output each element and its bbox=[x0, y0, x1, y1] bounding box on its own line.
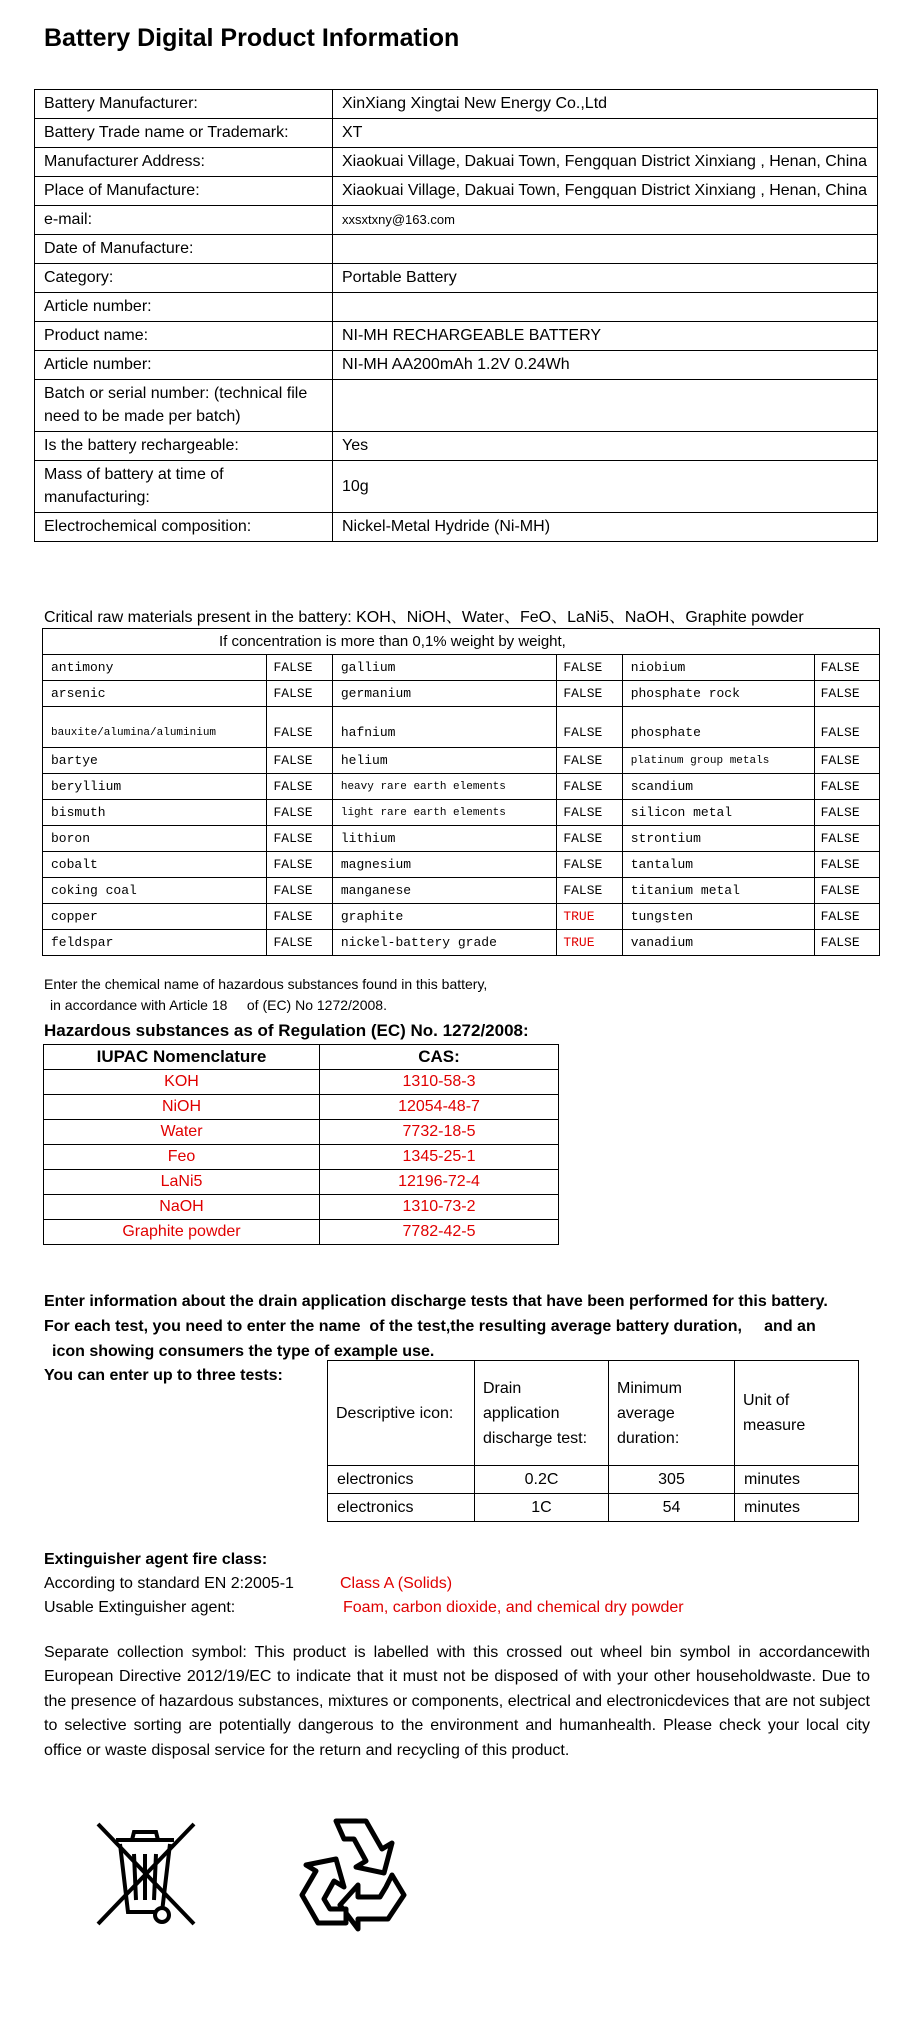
product-info-table bbox=[34, 89, 878, 542]
material-name: helium bbox=[332, 748, 556, 774]
info-value: 10g bbox=[333, 461, 878, 513]
info-row bbox=[35, 380, 878, 432]
material-name: strontium bbox=[622, 826, 814, 852]
material-flag: TRUE bbox=[557, 904, 622, 930]
material-flag: FALSE bbox=[267, 878, 332, 904]
hazard-intro-line1: Enter the chemical name of hazardous substances found in this battery, bbox=[44, 976, 488, 992]
test-name: 1C bbox=[475, 1494, 609, 1522]
material-name: niobium bbox=[622, 655, 814, 681]
material-flag: FALSE bbox=[814, 681, 879, 707]
cas-header: CAS: bbox=[320, 1045, 559, 1070]
material-flag: FALSE bbox=[814, 707, 879, 748]
material-name: phosphate rock bbox=[622, 681, 814, 707]
material-name: boron bbox=[43, 826, 267, 852]
test-duration: 54 bbox=[609, 1494, 735, 1522]
material-row bbox=[43, 655, 880, 681]
descriptive-icon-header: Descriptive icon: bbox=[328, 1361, 475, 1466]
info-row bbox=[35, 264, 878, 293]
hazard-row bbox=[44, 1220, 559, 1245]
test-icon-name: electronics bbox=[328, 1494, 475, 1522]
material-flag: FALSE bbox=[267, 904, 332, 930]
standard-label: According to standard EN 2:2005-1 bbox=[44, 1575, 294, 1592]
material-row bbox=[43, 878, 880, 904]
material-name: tantalum bbox=[622, 852, 814, 878]
info-value: XT bbox=[333, 119, 878, 148]
info-row bbox=[35, 351, 878, 380]
cas-number: 12054-48-7 bbox=[320, 1095, 559, 1120]
test-icon-name: electronics bbox=[328, 1466, 475, 1494]
material-flag: FALSE bbox=[814, 748, 879, 774]
material-name: light rare earth elements bbox=[332, 800, 556, 826]
info-row bbox=[35, 148, 878, 177]
recycling-icon bbox=[296, 1815, 410, 1933]
material-name: scandium bbox=[622, 774, 814, 800]
info-value: NI-MH AA200mAh 1.2V 0.24Wh bbox=[333, 351, 878, 380]
material-flag: FALSE bbox=[557, 852, 622, 878]
substance-name: NiOH bbox=[44, 1095, 320, 1120]
material-name: titanium metal bbox=[622, 878, 814, 904]
hazard-row bbox=[44, 1145, 559, 1170]
info-label: Battery Trade name or Trademark: bbox=[35, 119, 333, 148]
substance-name: LaNi5 bbox=[44, 1170, 320, 1195]
material-name: hafnium bbox=[332, 707, 556, 748]
material-flag: FALSE bbox=[267, 681, 332, 707]
standard-value: Class A (Solids) bbox=[340, 1575, 453, 1592]
cas-number: 1310-58-3 bbox=[320, 1070, 559, 1095]
material-flag: FALSE bbox=[267, 930, 332, 956]
material-flag: FALSE bbox=[814, 904, 879, 930]
drain-info-line2: For each test, you need to enter the name of the test,the resulting average battery duration, and an bbox=[44, 1318, 816, 1335]
info-value bbox=[333, 380, 878, 432]
material-flag: FALSE bbox=[557, 681, 622, 707]
info-label: Batch or serial number: (technical file need to be made per batch) bbox=[35, 380, 333, 432]
material-name: silicon metal bbox=[622, 800, 814, 826]
material-flag: FALSE bbox=[267, 800, 332, 826]
critical-raw-materials-heading: Critical raw materials present in the battery: KOH、NiOH、Water、FeO、LaNi5、NaOH、Graphite powder bbox=[44, 609, 804, 626]
material-name: tungsten bbox=[622, 904, 814, 930]
material-name: feldspar bbox=[43, 930, 267, 956]
material-name: graphite bbox=[332, 904, 556, 930]
material-flag: FALSE bbox=[814, 800, 879, 826]
info-label: Place of Manufacture: bbox=[35, 177, 333, 206]
material-name: bauxite/alumina/aluminium bbox=[43, 707, 267, 748]
substance-name: Graphite powder bbox=[44, 1220, 320, 1245]
material-name: bismuth bbox=[43, 800, 267, 826]
material-row bbox=[43, 707, 880, 748]
material-row bbox=[43, 748, 880, 774]
substance-name: KOH bbox=[44, 1070, 320, 1095]
material-flag: FALSE bbox=[814, 826, 879, 852]
material-name: phosphate bbox=[622, 707, 814, 748]
info-value: xxsxtxny@163.com bbox=[333, 206, 878, 235]
info-row bbox=[35, 513, 878, 542]
page-title: Battery Digital Product Information bbox=[44, 24, 460, 52]
info-value bbox=[333, 293, 878, 322]
material-flag: FALSE bbox=[267, 852, 332, 878]
drain-test-row bbox=[328, 1466, 859, 1494]
material-name: vanadium bbox=[622, 930, 814, 956]
iupac-header: IUPAC Nomenclature bbox=[44, 1045, 320, 1070]
material-flag: FALSE bbox=[557, 774, 622, 800]
extinguisher-agent-label: Usable Extinguisher agent: bbox=[44, 1599, 236, 1616]
info-label: e-mail: bbox=[35, 206, 333, 235]
substance-name: NaOH bbox=[44, 1195, 320, 1220]
hazard-row bbox=[44, 1095, 559, 1120]
material-flag: FALSE bbox=[557, 826, 622, 852]
drain-info-line1: Enter information about the drain application discharge tests that have been performed for this battery. bbox=[44, 1293, 828, 1310]
material-name: manganese bbox=[332, 878, 556, 904]
test-unit: minutes bbox=[735, 1466, 859, 1494]
info-label: Is the battery rechargeable: bbox=[35, 432, 333, 461]
info-value: Yes bbox=[333, 432, 878, 461]
material-flag: FALSE bbox=[814, 930, 879, 956]
material-flag: FALSE bbox=[814, 878, 879, 904]
collection-paragraph: Separate collection symbol: This product is labelled with this crossed out wheel bin symbol in accordancewith European Directive 2012/19/EC to indicate that it must not be disposed of with your other householdwaste. Due to the presence of hazardous substances, mixtures or components, electrical and electronicdevices that are not subject to selective sorting are potentially dangerous to the environment and humanhealth. Please check your local city office or waste disposal service for the return and recycling of this product. bbox=[44, 1644, 870, 1759]
info-row bbox=[35, 177, 878, 206]
material-flag: FALSE bbox=[557, 800, 622, 826]
material-name: copper bbox=[43, 904, 267, 930]
cas-number: 7732-18-5 bbox=[320, 1120, 559, 1145]
extinguisher-agent-value: Foam, carbon dioxide, and chemical dry powder bbox=[343, 1599, 684, 1616]
material-row bbox=[43, 774, 880, 800]
hazard-intro-line2: in accordance with Article 18 of (EC) No 1272/2008. bbox=[50, 997, 387, 1013]
hazard-row bbox=[44, 1070, 559, 1095]
material-flag: FALSE bbox=[814, 774, 879, 800]
material-name: platinum group metals bbox=[622, 748, 814, 774]
test-duration: 305 bbox=[609, 1466, 735, 1494]
info-row bbox=[35, 432, 878, 461]
info-value bbox=[333, 235, 878, 264]
material-name: heavy rare earth elements bbox=[332, 774, 556, 800]
material-flag: FALSE bbox=[557, 748, 622, 774]
info-value: Xiaokuai Village, Dakuai Town, Fengquan District Xinxiang , Henan, China bbox=[333, 148, 878, 177]
info-row bbox=[35, 322, 878, 351]
min-duration-header: Minimum average duration: bbox=[609, 1361, 735, 1466]
material-flag: FALSE bbox=[267, 748, 332, 774]
substance-name: Water bbox=[44, 1120, 320, 1145]
material-name: coking coal bbox=[43, 878, 267, 904]
cas-number: 12196-72-4 bbox=[320, 1170, 559, 1195]
info-value: Nickel-Metal Hydride (Ni-MH) bbox=[333, 513, 878, 542]
drain-test-header: Drain application discharge test: bbox=[475, 1361, 609, 1466]
material-flag: FALSE bbox=[267, 655, 332, 681]
crossed-out-wheelie-bin-icon bbox=[94, 1820, 198, 1928]
material-row bbox=[43, 852, 880, 878]
hazard-row bbox=[44, 1120, 559, 1145]
info-row bbox=[35, 206, 878, 235]
material-flag: FALSE bbox=[814, 852, 879, 878]
critical-materials-table bbox=[42, 628, 880, 956]
hazard-row bbox=[44, 1170, 559, 1195]
material-name: gallium bbox=[332, 655, 556, 681]
info-label: Category: bbox=[35, 264, 333, 293]
drain-info-line3: icon showing consumers the type of example use. bbox=[52, 1343, 435, 1360]
material-flag: FALSE bbox=[267, 707, 332, 748]
material-name: antimony bbox=[43, 655, 267, 681]
info-label: Electrochemical composition: bbox=[35, 513, 333, 542]
cas-number: 7782-42-5 bbox=[320, 1220, 559, 1245]
drain-info-line4: You can enter up to three tests: bbox=[44, 1367, 283, 1384]
info-label: Article number: bbox=[35, 351, 333, 380]
drain-tests-table bbox=[327, 1360, 859, 1522]
material-flag: FALSE bbox=[814, 655, 879, 681]
info-value: Xiaokuai Village, Dakuai Town, Fengquan District Xinxiang , Henan, China bbox=[333, 177, 878, 206]
info-value: Portable Battery bbox=[333, 264, 878, 293]
material-flag: FALSE bbox=[267, 774, 332, 800]
material-flag: FALSE bbox=[557, 878, 622, 904]
info-row bbox=[35, 119, 878, 148]
material-row bbox=[43, 826, 880, 852]
info-label: Manufacturer Address: bbox=[35, 148, 333, 177]
cas-number: 1310-73-2 bbox=[320, 1195, 559, 1220]
material-name: beryllium bbox=[43, 774, 267, 800]
material-name: cobalt bbox=[43, 852, 267, 878]
info-row bbox=[35, 461, 878, 513]
material-name: lithium bbox=[332, 826, 556, 852]
material-row bbox=[43, 800, 880, 826]
hazard-title: Hazardous substances as of Regulation (EC) No. 1272/2008: bbox=[44, 1021, 529, 1040]
material-name: arsenic bbox=[43, 681, 267, 707]
info-row bbox=[35, 235, 878, 264]
info-label: Article number: bbox=[35, 293, 333, 322]
info-value: XinXiang Xingtai New Energy Co.,Ltd bbox=[333, 90, 878, 119]
info-label: Battery Manufacturer: bbox=[35, 90, 333, 119]
unit-header: Unit of measure bbox=[735, 1361, 859, 1466]
info-row bbox=[35, 293, 878, 322]
concentration-note: If concentration is more than 0,1% weight by weight, bbox=[43, 629, 880, 655]
substance-name: Feo bbox=[44, 1145, 320, 1170]
material-flag: FALSE bbox=[557, 707, 622, 748]
hazardous-substances-table bbox=[43, 1044, 559, 1245]
material-name: nickel-battery grade bbox=[332, 930, 556, 956]
material-name: bartye bbox=[43, 748, 267, 774]
drain-test-row bbox=[328, 1494, 859, 1522]
test-unit: minutes bbox=[735, 1494, 859, 1522]
info-label: Mass of battery at time of manufacturing: bbox=[35, 461, 333, 513]
material-flag: TRUE bbox=[557, 930, 622, 956]
material-row bbox=[43, 930, 880, 956]
info-label: Product name: bbox=[35, 322, 333, 351]
material-flag: FALSE bbox=[557, 655, 622, 681]
info-row bbox=[35, 90, 878, 119]
info-value: NI-MH RECHARGEABLE BATTERY bbox=[333, 322, 878, 351]
hazard-row bbox=[44, 1195, 559, 1220]
extinguisher-heading: Extinguisher agent fire class: bbox=[44, 1551, 268, 1568]
test-name: 0.2C bbox=[475, 1466, 609, 1494]
material-row bbox=[43, 681, 880, 707]
info-label: Date of Manufacture: bbox=[35, 235, 333, 264]
material-row bbox=[43, 904, 880, 930]
cas-number: 1345-25-1 bbox=[320, 1145, 559, 1170]
material-name: germanium bbox=[332, 681, 556, 707]
material-name: magnesium bbox=[332, 852, 556, 878]
material-flag: FALSE bbox=[267, 826, 332, 852]
